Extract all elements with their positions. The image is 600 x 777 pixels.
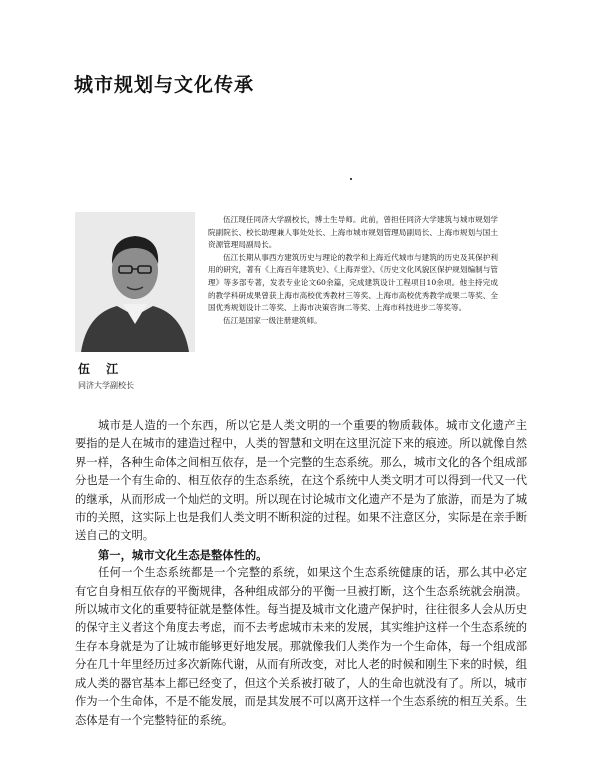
body-paragraph: 任何一个生态系统都是一个完整的系统，如果这个生态系统健康的话，那么其中必定有它自身相互依存的平衡规律，各种组成部分的平衡一旦被打断，这个生态系统就会崩溃。所以城市文化的重要特征就是整体性。每当提及城市文化遗产保护时，往往很多人会从历史的保守主义者这个角度去考虑，而不去考虑城市未来的发展，其实维护这样一个生态系统的生存本身就是为了让城市能够更好地发展。那就像我们人类作为一个生命体，每一个组成部分在几十年里经历过多次新陈代谢，从而有所改变，对比人老的时候和刚生下来的时候，组成人类的器官基本上都已经变了，但这个关系被打破了，人的生命也就没有了。所以，城市作为一个生命体，不是不能发展，而是其发展不可以离开这样一个生态系统的相互关系。生态体是有一个完整特征的系统。 bbox=[75, 566, 527, 727]
author-photo bbox=[75, 212, 195, 352]
section-heading: 第一，城市文化生态是整体性的。 bbox=[98, 547, 268, 562]
author-name: 伍 江 bbox=[78, 362, 125, 376]
article-body bbox=[75, 417, 527, 730]
bio-paragraph: 伍江长期从事西方建筑历史与理论的教学和上海近代城市与建筑的历史及其保护利用的研究，著有《上海百年建筑史》、《上海弄堂》、《历史文化风貌区保护规划编制与管理》等多部专著，发表专业论文60余篇，完成建筑设计工程项目10余项。他主持完成的教学科研成果曾获上海市高校优秀教材三等奖、上海市高校优秀教学成果二等奖、全国优秀规划设计二等奖、上海市决策咨询二等奖、上海市科技进步二等奖等。 bbox=[208, 252, 498, 313]
author-role: 同济大学副校长 bbox=[78, 381, 134, 390]
bio-paragraph: 伍江现任同济大学副校长，博士生导师。此前，曾担任同济大学建筑与城市规划学院副院长、校长助理兼人事处处长、上海市城市规划管理局副局长、上海市规划与国土资源管理局副局长。 bbox=[208, 215, 498, 250]
author-portrait-icon bbox=[75, 212, 195, 352]
bio-paragraph: 伍江是国家一级注册建筑师。 bbox=[223, 315, 322, 325]
decorative-dot bbox=[350, 178, 352, 180]
body-paragraph: 城市是人造的一个东西，所以它是人类文明的一个重要的物质载体。城市文化遗产主要指的是人在城市的建造过程中，人类的智慧和文明在这里沉淀下来的痕迹。所以就像自然界一样，各种生命体之间相互依存，是一个完整的生态系统。那么，城市文化的各个组成部分也是一个有生命的、相互依存的生态系统，在这个系统中人类文明才可以得到一代又一代的继承，从而形成一个灿烂的文明。所以现在讨论城市文化遗产不是为了旅游，而是为了城市的关照，这实际上也是我们人类文明不断积淀的过程。如果不注意区分，实际是在亲手断送自己的文明。 bbox=[75, 419, 527, 543]
article-title: 城市规划与文化传承 bbox=[74, 74, 255, 96]
author-bio bbox=[208, 214, 498, 327]
